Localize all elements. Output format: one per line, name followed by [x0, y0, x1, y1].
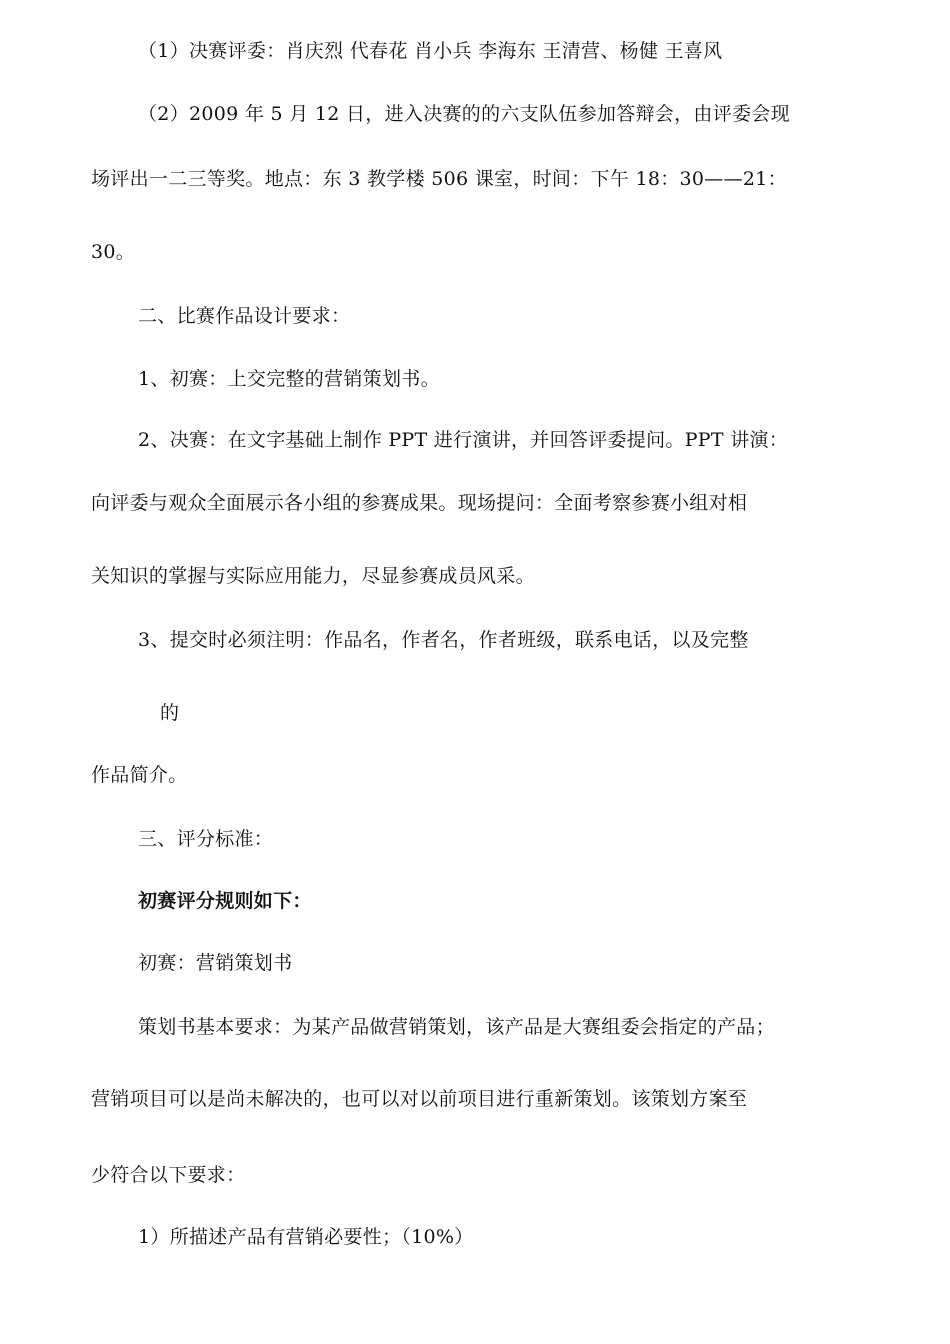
- item-final: 2、决赛：在文字基础上制作 PPT 进行演讲，并回答评委提问。PPT 讲演：: [138, 429, 789, 451]
- requirement-item-1: 1）所描述产品有营销必要性；（10%）: [138, 1226, 474, 1248]
- item-submission: 3、提交时必须注明：作品名，作者名，作者班级，联系电话，以及完整: [138, 629, 749, 651]
- section-heading-design-requirements: 二、比赛作品设计要求：: [138, 305, 351, 327]
- heading-preliminary-rules: 初赛评分规则如下：: [138, 890, 312, 912]
- item-final-cont: 向评委与观众全面展示各小组的参赛成果。现场提问：全面考察参赛小组对相: [91, 492, 748, 514]
- paragraph-defense-meeting-cont: 场评出一二三等奖。地点：东 3 教学楼 506 课室，时间：下午 18：30——21：: [91, 168, 787, 190]
- paragraph-defense-meeting: （2）2009 年 5 月 12 日，进入决赛的的六支队伍参加答辩会，由评委会现: [138, 103, 790, 125]
- paragraph-final-judges: （1）决赛评委：肖庆烈 代春花 肖小兵 李海东 王清营、杨健 王喜风: [138, 40, 723, 62]
- plan-basic-requirements: 策划书基本要求：为某产品做营销策划，该产品是大赛组委会指定的产品；: [138, 1016, 775, 1038]
- preliminary-plan-title: 初赛：营销策划书: [138, 952, 293, 974]
- item-final-end: 关知识的掌握与实际应用能力，尽显参赛成员风采。: [91, 565, 535, 587]
- plan-basic-requirements-cont: 营销项目可以是尚未解决的，也可以对以前项目进行重新策划。该策划方案至: [91, 1088, 748, 1110]
- item-submission-cont: 的: [160, 702, 180, 724]
- plan-basic-requirements-end: 少符合以下要求：: [91, 1164, 246, 1186]
- item-preliminary: 1、初赛：上交完整的营销策划书。: [138, 368, 440, 390]
- item-submission-end: 作品简介。: [91, 764, 188, 786]
- paragraph-defense-meeting-end: 30。: [91, 241, 136, 263]
- section-heading-scoring: 三、评分标准：: [138, 828, 274, 850]
